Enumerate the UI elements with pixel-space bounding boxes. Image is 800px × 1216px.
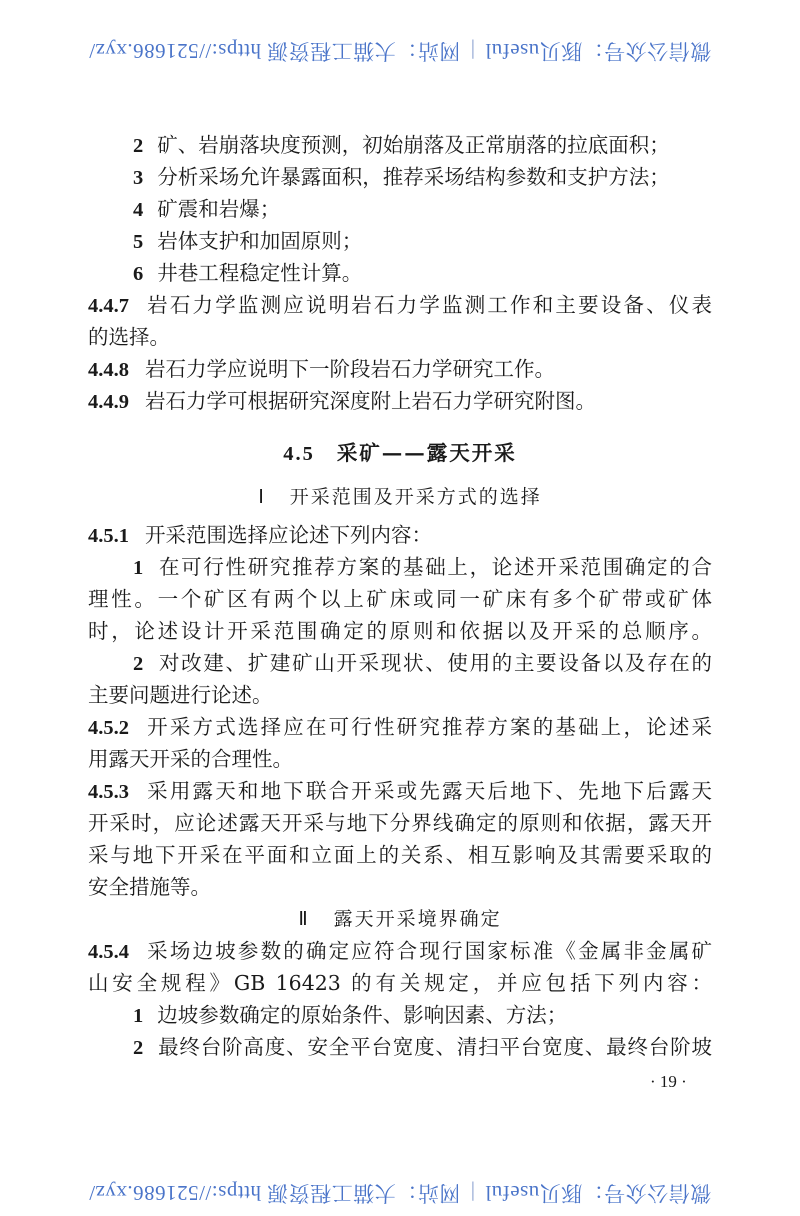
line-text: 矿、岩崩落块度预测，初始崩落及正常崩落的拉底面积；: [157, 133, 670, 157]
line-text: 采矿——露天开采: [336, 441, 517, 465]
line-text: 对改建、扩建矿山开采现状、使用的主要设备以及存在的: [157, 651, 712, 675]
watermark-wechat: 微信公众号：豚贝useful: [484, 1181, 712, 1205]
text-line: [88, 129, 712, 161]
text-line: [88, 999, 712, 1031]
text-line: [88, 353, 712, 385]
text-line: [88, 711, 712, 743]
clause-number: 4.5.2: [88, 717, 129, 739]
section-heading: [88, 437, 712, 469]
clause-number: Ⅰ: [258, 487, 266, 508]
line-text: 采用露天和地下联合开采或先露天后地下、先地下后露天: [145, 779, 712, 803]
clause-number: 4.4.8: [88, 359, 129, 381]
line-text: 开采范围选择应论述下列内容：: [145, 523, 432, 547]
text-line: [88, 289, 712, 321]
text-line: [88, 935, 712, 967]
line-text: 时，论述设计开采范围确定的原则和依据以及开采的总顺序。: [88, 619, 712, 643]
text-line: [88, 743, 712, 775]
text-line: [88, 193, 712, 225]
clause-number: 4.5.3: [88, 781, 129, 803]
watermark-top: [40, 38, 760, 64]
line-text: 开采时，应论述露天开采与地下分界线确定的原则和依据，露天开: [88, 811, 712, 835]
clause-number: 3: [133, 167, 144, 189]
text-line: [88, 775, 712, 807]
line-text: 用露天开采的合理性。: [88, 747, 293, 771]
text-line: [88, 321, 712, 353]
text-line: [88, 161, 712, 193]
text-line: [88, 519, 712, 551]
text-line: [88, 967, 712, 999]
text-line: [88, 385, 712, 417]
text-line: [88, 551, 712, 583]
text-line: [88, 679, 712, 711]
watermark-wechat: 微信公众号：豚贝useful: [484, 39, 712, 63]
watermark-site: 网站：大猫工程资源 https://521686.xyz/: [88, 39, 461, 63]
page-number: · 19 ·: [650, 1072, 687, 1091]
clause-number: Ⅱ: [298, 909, 310, 930]
text-line: [88, 871, 712, 903]
line-text: 矿震和岩爆；: [157, 197, 281, 221]
clause-number: 2: [133, 135, 144, 157]
clause-number: 2: [133, 1037, 144, 1059]
line-text: 开采方式选择应在可行性研究推荐方案的基础上，论述采: [145, 715, 712, 739]
line-text: 在可行性研究推荐方案的基础上，论述开采范围确定的合: [157, 555, 712, 579]
line-text: 岩石力学应说明下一阶段岩石力学研究工作。: [145, 357, 555, 381]
section-heading: [88, 481, 712, 513]
line-text: 边坡参数确定的原始条件、影响因素、方法；: [157, 1003, 568, 1027]
line-text: 安全措施等。: [88, 875, 211, 899]
line-text: 主要问题进行论述。: [88, 683, 273, 707]
text-line: [88, 647, 712, 679]
line-text: 井巷工程稳定性计算。: [157, 261, 363, 285]
watermark-separator: |: [470, 39, 475, 63]
line-text: 的选择。: [88, 325, 170, 349]
clause-number: 4.5.4: [88, 941, 129, 963]
clause-number: 4.5: [283, 443, 315, 465]
text-line: [88, 1031, 712, 1063]
line-text: 开采范围及开采方式的选择: [289, 486, 542, 508]
clause-number: 4.4.9: [88, 391, 129, 413]
text-line: [88, 583, 712, 615]
line-text: 最终台阶高度、安全平台宽度、清扫平台宽度、最终台阶坡: [157, 1035, 712, 1059]
clause-number: 1: [133, 557, 144, 579]
line-text: 理性。一个矿区有两个以上矿床或同一矿床有多个矿带或矿体: [88, 587, 712, 611]
text-line: [88, 807, 712, 839]
line-text: 分析采场允许暴露面积，推荐采场结构参数和支护方法；: [157, 165, 670, 189]
clause-number: 4: [133, 199, 144, 221]
line-text: 采场边坡参数的确定应符合现行国家标准《金属非金属矿: [145, 939, 712, 963]
text-line: [88, 225, 712, 257]
clause-number: 1: [133, 1005, 144, 1027]
clause-number: 6: [133, 263, 144, 285]
line-text: 岩体支护和加固原则；: [157, 229, 363, 253]
watermark-separator: |: [470, 1181, 475, 1205]
section-heading: [88, 903, 712, 935]
line-text: 山安全规程》GB 16423 的有关规定，并应包括下列内容：: [88, 971, 712, 995]
clause-number: 4.5.1: [88, 525, 129, 547]
document-body: [88, 129, 712, 1063]
clause-number: 2: [133, 653, 144, 675]
line-text: 采与地下开采在平面和立面上的关系、相互影响及其需要采取的: [88, 843, 712, 867]
text-line: [88, 257, 712, 289]
watermark-site: 网站：大猫工程资源 https://521686.xyz/: [88, 1181, 461, 1205]
clause-number: 5: [133, 231, 144, 253]
watermark-bottom: [40, 1180, 760, 1206]
line-text: 露天开采境界确定: [333, 908, 502, 930]
line-text: 岩石力学可根据研究深度附上岩石力学研究附图。: [145, 389, 596, 413]
text-line: [88, 615, 712, 647]
clause-number: 4.4.7: [88, 295, 129, 317]
line-text: 岩石力学监测应说明岩石力学监测工作和主要设备、仪表: [145, 293, 712, 317]
text-line: [88, 839, 712, 871]
